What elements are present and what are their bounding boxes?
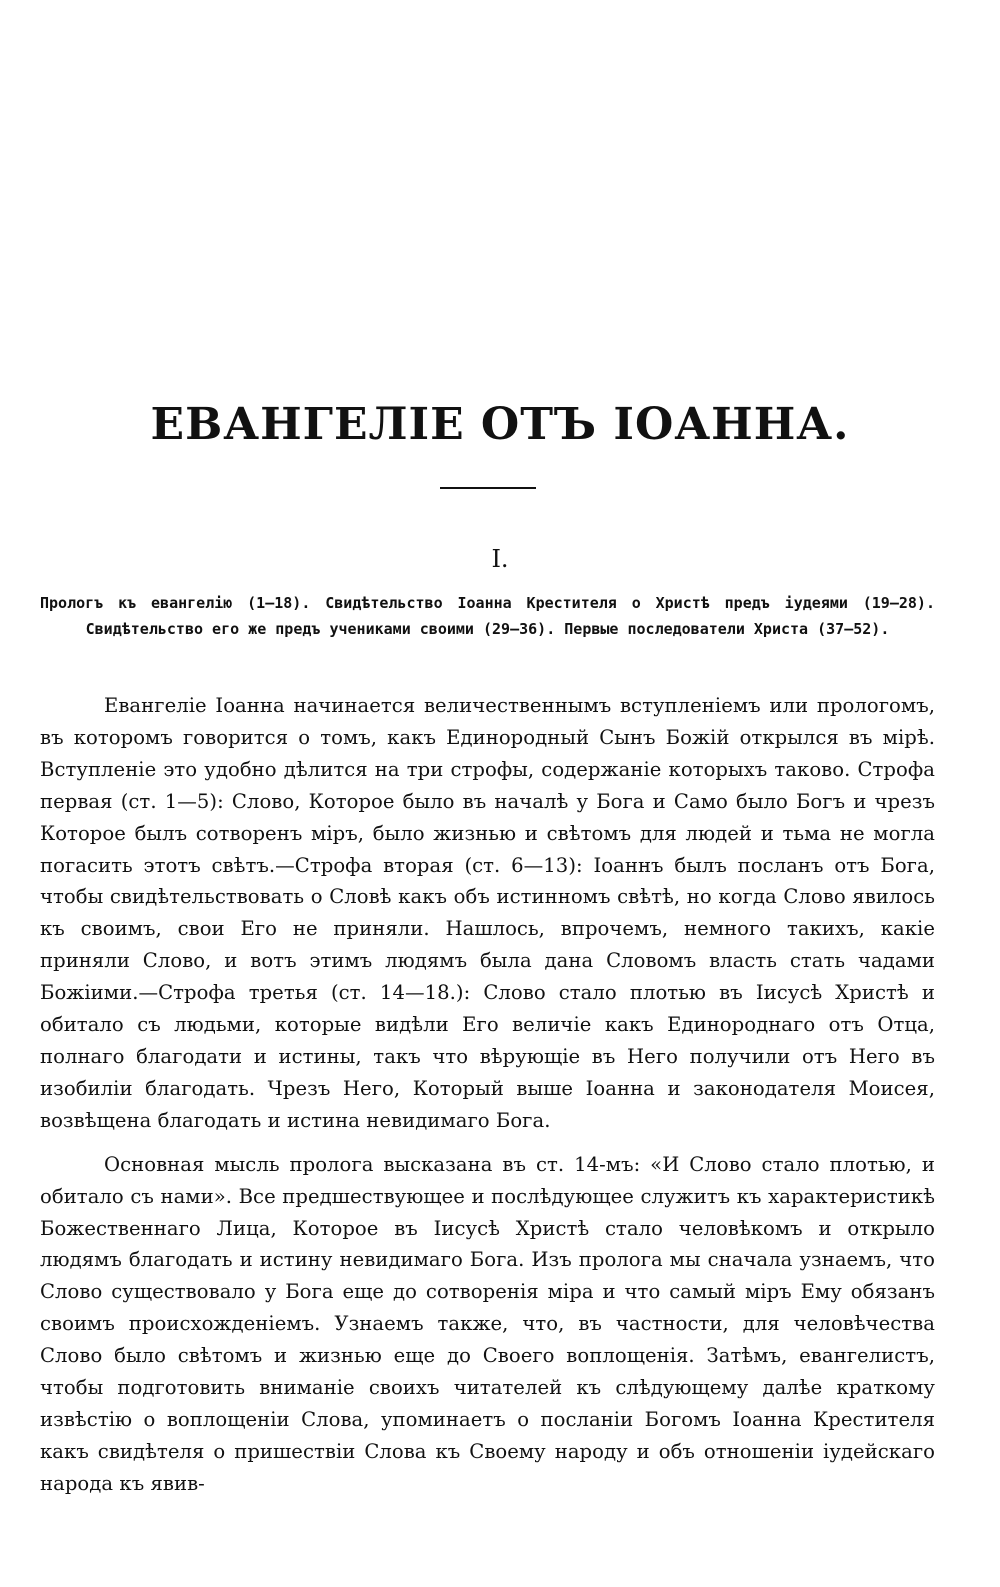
body-text <box>40 690 935 1512</box>
chapter-number: I. <box>491 545 509 573</box>
chapter-summary: Прологъ къ евангелію (1—18). Свидѣтельство Іоанна Крестителя о Христѣ предъ іудеями (19—28). Свидѣтельство его же предъ учениками своими (29—36). Первые последователи Христа (37—52). <box>40 594 935 638</box>
paragraph-2: Основная мысль пролога высказана въ ст. 14-мъ: «И Слово стало плотью, и обитало съ нами». Все предшествующее и послѣдующее служитъ къ характеристикѣ Божественнаго Лица, Которое въ Іисусѣ Христѣ стало человѣкомъ и открыло людямъ благодать и истину невидимаго Бога. Изъ пролога мы сначала узнаемъ, что Слово существовало у Бога еще до сотворенія міра и что самый міръ Ему обязанъ своимъ происхожденіемъ. Узнаемъ также, что, въ частности, для человѣчества Слово было свѣтомъ и жизнью еще до Своего воплощенія. Затѣмъ, евангелистъ, чтобы подготовить вниманіе своихъ читателей къ слѣдующему далѣе краткому извѣстію о воплощеніи Слова, упоминаетъ о посланіи Богомъ Іоанна Крестителя какъ свидѣтеля о пришествіи Слова къ Своему народу и объ отношеніи іудейскаго народа къ явив- <box>40 1152 935 1495</box>
title-divider <box>440 487 536 489</box>
document-title: ЕВАНГЕЛІЕ ОТЪ ІОАННА. <box>150 399 850 450</box>
paragraph-1: Евангеліе Іоанна начинается величественнымъ вступленіемъ или прологомъ, въ которомъ говорится о томъ, какъ Единородный Сынъ Божій открылся въ мірѣ. Вступленіе это удобно дѣлится на три строфы, содержаніе которыхъ таково. Строфа первая (ст. 1—5): Слово, Которое было въ началѣ у Бога и Само было Богъ и чрезъ Которое былъ сотворенъ міръ, было жизнью и свѣтомъ для людей и тьма не могла погасить этотъ свѣтъ.—Строфа вторая (ст. 6—13): Іоаннъ былъ посланъ отъ Бога, чтобы свидѣтельствовать о Словѣ какъ объ истинномъ свѣтѣ, но когда Слово явилось къ своимъ, свои Его не приняли. Нашлось, впрочемъ, немного такихъ, какіе приняли Слово, и вотъ этимъ людямъ была дана Словомъ власть стать чадами Божіими.—Строфа третья (ст. 14—18.): Слово стало плотью въ Іисусѣ Христѣ и обитало съ людьми, которые видѣли Его величіе какъ Единороднаго отъ Отца, полнаго благодати и истины, такъ что вѣрующіе въ Него получили отъ Него въ изобиліи благодать. Чрезъ Него, Который выше Іоанна и законодателя Моисея, возвѣщена благодать и истина невидимаго Бога. <box>40 694 935 1132</box>
